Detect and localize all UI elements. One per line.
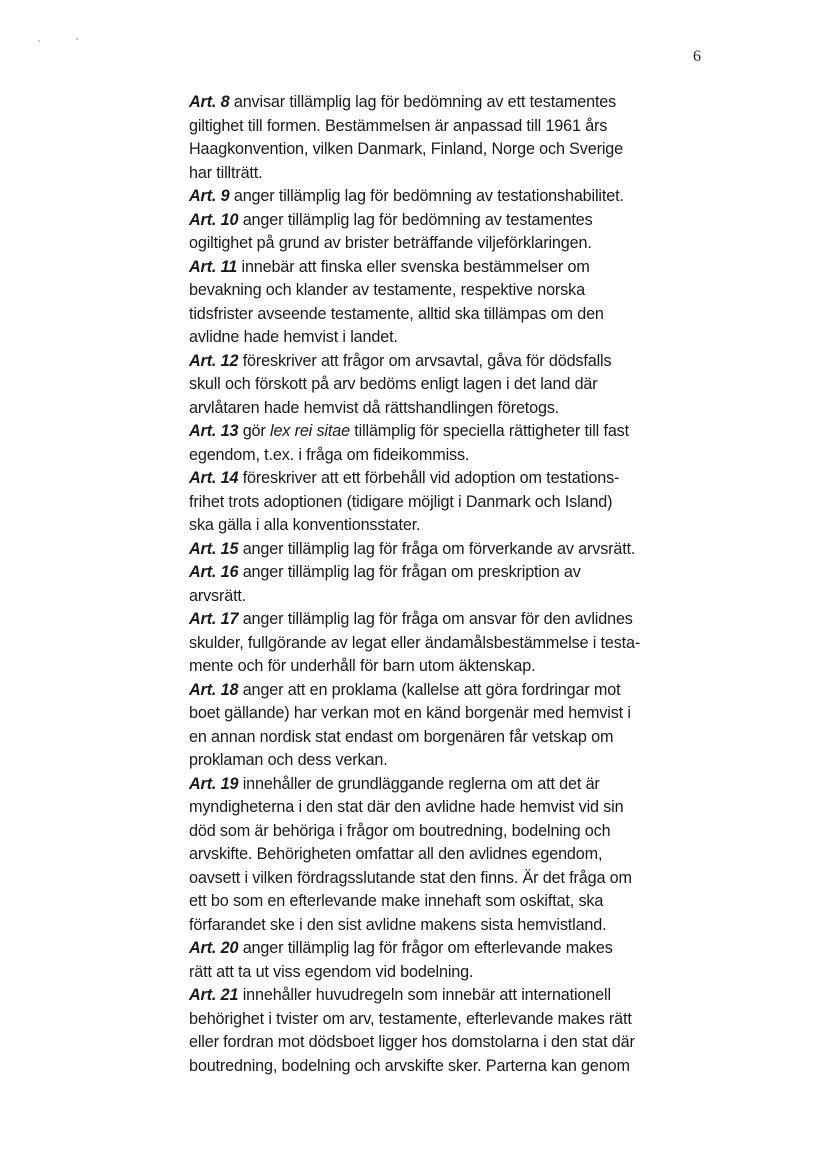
text-line <box>189 115 719 139</box>
line-text: oavsett i vilken fördragsslutande stat den finns. Är det fråga om <box>189 868 632 887</box>
text-line <box>189 702 719 726</box>
article-label: Art. 14 <box>189 469 239 487</box>
line-text: behörighet i tvister om arv, testamente, efterlevande makes rätt <box>189 1009 632 1028</box>
text-line <box>189 350 719 374</box>
article-label: Art. 11 <box>189 257 238 276</box>
line-text: gör <box>242 422 270 440</box>
line-text: en annan nordisk stat endast om borgenären får vetskap om <box>189 727 614 746</box>
article-label: Art. 9 <box>189 187 230 205</box>
text-line <box>189 655 719 679</box>
text-line <box>189 397 719 421</box>
text-line <box>189 185 719 209</box>
line-text: egendom, t.ex. i fråga om fideikommiss. <box>189 445 470 464</box>
text-line <box>189 232 719 256</box>
line-text: skulder, fullgörande av legat eller ändamålsbestämmelse i testa- <box>189 633 641 652</box>
text-line <box>189 937 719 961</box>
line-text: eller fordran mot dödsboet ligger hos domstolarna i den stat där <box>189 1033 635 1051</box>
line-text: innehåller de grundläggande reglerna om att det är <box>242 774 600 793</box>
article-paragraph <box>189 185 719 209</box>
line-text: ogiltighet på grund av brister beträffande viljeförklaringen. <box>189 234 592 252</box>
text-line <box>189 162 719 186</box>
text-line <box>189 608 719 632</box>
line-text: rätt att ta ut viss egendom vid bodelning. <box>189 962 474 981</box>
line-text: tillämplig för speciella rättigheter till fast <box>349 422 629 440</box>
text-line <box>189 491 719 515</box>
article-paragraph <box>189 773 719 938</box>
line-text: föreskriver att frågor om arvsavtal, gåva för dödsfalls <box>242 351 612 370</box>
text-line <box>189 632 719 656</box>
latin-term: lex rei sitae <box>270 422 350 440</box>
line-text: anger tillämplig lag för frågor om efterlevande makes <box>242 939 613 957</box>
text-line <box>189 467 719 491</box>
text-line <box>189 138 719 162</box>
line-text: död som är behöriga i frågor om boutredning, bodelning och <box>189 821 611 840</box>
article-paragraph <box>189 350 719 421</box>
line-text: boutredning, bodelning och arvskifte sker. Parterna kan genom <box>189 1056 630 1075</box>
article-paragraph <box>189 679 719 773</box>
line-text: har tillträtt. <box>189 163 263 182</box>
text-line <box>189 726 719 750</box>
article-label: Art. 21 <box>189 986 239 1004</box>
text-line <box>189 373 719 397</box>
article-label: Art. 13 <box>189 422 239 440</box>
page-number: 6 <box>693 48 701 65</box>
text-line <box>189 914 719 938</box>
text-line <box>189 773 719 797</box>
text-line <box>189 561 719 585</box>
scan-speck <box>38 40 40 42</box>
article-paragraph <box>189 937 719 984</box>
line-text: anger tillämplig lag för fråga om ansvar för den avlidnes <box>242 610 633 628</box>
line-text: mente och för underhåll för barn utom äktenskap. <box>189 657 536 675</box>
text-line <box>189 585 719 609</box>
line-text: arvskifte. Behörigheten omfattar all den avlidnes egendom, <box>189 845 603 863</box>
article-paragraph <box>189 608 719 679</box>
line-text: föreskriver att ett förbehåll vid adoption om testations- <box>242 469 620 487</box>
text-line <box>189 444 719 468</box>
article-paragraph <box>189 467 719 538</box>
line-text: innebär att finska eller svenska bestämmelser om <box>241 257 590 276</box>
text-line <box>189 514 719 538</box>
text-line <box>189 91 719 115</box>
text-line <box>189 256 719 280</box>
text-line <box>189 303 719 327</box>
line-text: anger tillämplig lag för fråga om förverkande av arvsrätt. <box>242 539 636 558</box>
text-line <box>189 1031 719 1055</box>
article-label: Art. 18 <box>189 680 239 699</box>
article-label: Art. 10 <box>189 210 239 229</box>
line-text: ska gälla i alla konventionsstater. <box>189 516 421 534</box>
text-line <box>189 538 719 562</box>
text-line <box>189 279 719 303</box>
article-label: Art. 8 <box>189 93 230 111</box>
line-text: anvisar tillämplig lag för bedömning av ett testamentes <box>233 93 617 111</box>
text-line <box>189 890 719 914</box>
article-label: Art. 19 <box>189 774 239 793</box>
text-line <box>189 867 719 891</box>
line-text: anger tillämplig lag för frågan om preskription av <box>242 563 581 581</box>
line-text: bevakning och klander av testamente, respektive norska <box>189 281 585 299</box>
article-label: Art. 17 <box>189 610 239 628</box>
document-body <box>189 91 719 1078</box>
text-line <box>189 209 719 233</box>
line-text: myndigheterna i den stat där den avlidne hade hemvist vid sin <box>189 798 624 816</box>
line-text: anger att en proklama (kallelse att göra fordringar mot <box>242 680 621 699</box>
article-paragraph <box>189 91 719 185</box>
text-line <box>189 796 719 820</box>
text-line <box>189 679 719 703</box>
line-text: skull och förskott på arv bedöms enligt lagen i det land där <box>189 375 598 393</box>
text-line <box>189 820 719 844</box>
text-line <box>189 1055 719 1079</box>
article-paragraph <box>189 538 719 562</box>
text-line <box>189 420 719 444</box>
article-label: Art. 12 <box>189 351 239 370</box>
line-text: arvsrätt. <box>189 586 247 605</box>
line-text: proklaman och dess verkan. <box>189 751 388 769</box>
scan-speck <box>76 38 78 40</box>
line-text: Haagkonvention, vilken Danmark, Finland, Norge och Sverige <box>189 140 623 158</box>
article-paragraph <box>189 561 719 608</box>
article-paragraph <box>189 209 719 256</box>
line-text: boet gällande) har verkan mot en känd borgenär med hemvist i <box>189 704 631 722</box>
article-paragraph <box>189 984 719 1078</box>
text-line <box>189 961 719 985</box>
line-text: förfarandet ske i den sist avlidne makens sista hemvistland. <box>189 915 607 934</box>
text-line <box>189 1008 719 1032</box>
line-text: avlidne hade hemvist i landet. <box>189 328 398 346</box>
line-text: arvlåtaren hade hemvist då rättshandlingen företogs. <box>189 398 560 417</box>
text-line <box>189 326 719 350</box>
article-label: Art. 15 <box>189 539 239 558</box>
article-paragraph <box>189 256 719 350</box>
line-text: anger tillämplig lag för bedömning av testationshabilitet. <box>233 187 624 205</box>
line-text: anger tillämplig lag för bedömning av testamentes <box>242 210 593 229</box>
line-text: giltighet till formen. Bestämmelsen är anpassad till 1961 års <box>189 116 608 135</box>
text-line <box>189 984 719 1008</box>
line-text: frihet trots adoptionen (tidigare möjligt i Danmark och Island) <box>189 492 613 511</box>
article-paragraph <box>189 420 719 467</box>
text-line <box>189 749 719 773</box>
text-line <box>189 843 719 867</box>
line-text: tidsfrister avseende testamente, alltid ska tillämpas om den <box>189 304 604 323</box>
line-text: ett bo som en efterlevande make innehaft som oskiftat, ska <box>189 892 604 910</box>
article-label: Art. 20 <box>189 939 239 957</box>
line-text: innehåller huvudregeln som innebär att internationell <box>242 986 611 1004</box>
article-label: Art. 16 <box>189 563 239 581</box>
